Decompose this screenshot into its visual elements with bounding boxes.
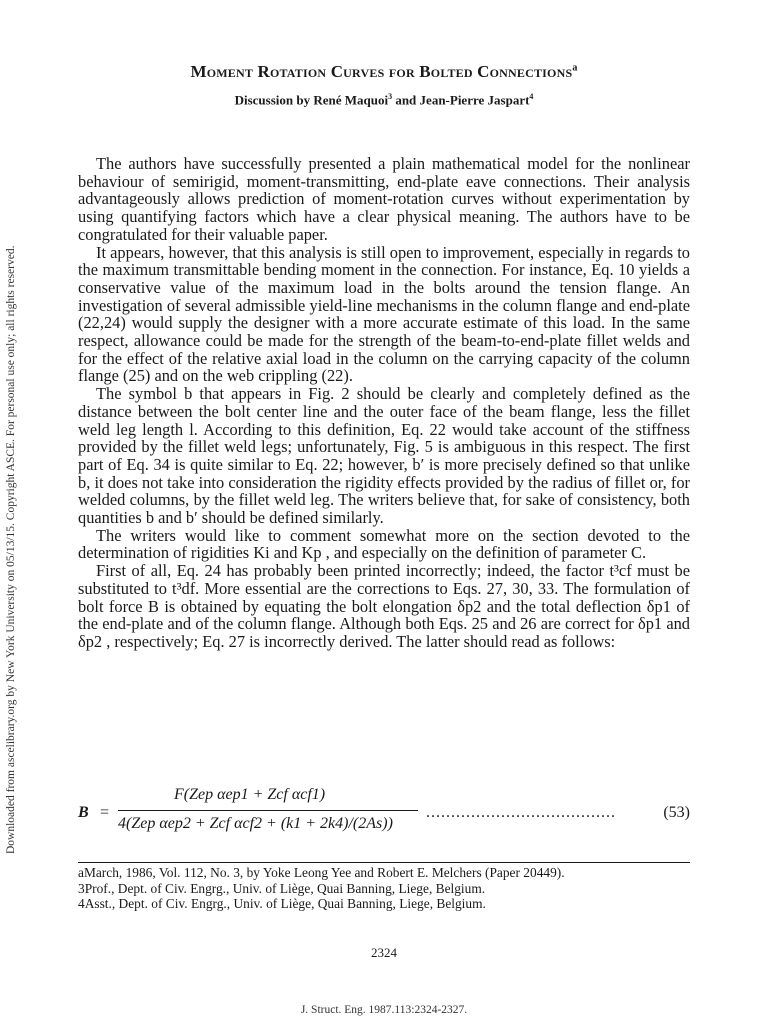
equation-53 bbox=[78, 782, 690, 854]
equation-equals: = bbox=[100, 804, 110, 821]
article-title-text: Moment Rotation Curves for Bolted Connections bbox=[190, 62, 573, 81]
equation-number: (53) bbox=[663, 804, 690, 821]
paragraph-3: The symbol b that appears in Fig. 2 should be clearly and completely defined as the distance between the bolt center line and the outer face of the beam flange, less the fillet weld leg length l. According to this definition, Eq. 22 would take account of the stiffness provided by the fillet weld legs; unfortunately, Fig. 5 is ambiguous in this respect. The first part of Eq. 34 is quite similar to Eq. 22; however, b′ is more precisely defined so that unlike b, it does not take into consideration the rigidity effects provided by the radius of fillet or, for welded columns, by the fillet weld leg. The writers believe that, for sake of consistency, both quantities b and b′ should be defined similarly. bbox=[78, 384, 690, 528]
author-2: Jean-Pierre Jaspart bbox=[419, 92, 530, 108]
author-1: René Maquoi bbox=[313, 92, 389, 108]
author-1-mark: 3 bbox=[388, 92, 393, 101]
article-title bbox=[78, 62, 690, 82]
equation-denominator: 4(Zep αep2 + Zcf αcf2 + (k1 + 2k4)/(2As)) bbox=[118, 815, 393, 832]
download-notice bbox=[5, 172, 21, 854]
paragraph-4: The writers would like to comment somewhat more on the section devoted to the determination of rigidities Ki and Kp , and especially on the definition of parameter C. bbox=[78, 525, 690, 563]
equation-lhs: B bbox=[78, 804, 89, 821]
author-2-mark: 4 bbox=[529, 92, 534, 101]
discussion-body bbox=[78, 155, 690, 651]
footnote-a: aMarch, 1986, Vol. 112, No. 3, by Yoke Leong Yee and Robert E. Melchers (Paper 20449). bbox=[78, 865, 565, 880]
journal-citation: J. Struct. Eng. 1987.113:2324-2327. bbox=[300, 1004, 468, 1016]
paragraph-2: It appears, however, that this analysis is still open to improvement, especially in regards to the maximum transmittable bending moment in the connection. For instance, Eq. 10 yields a conservative value of the maximum load in the bolts around the tension flange. An investigation of several admissible yield-line mechanisms in the column flange and end-plate (22,24) would supply the designer with a more accurate estimate of this load. In the same respect, allowance could be made for the strength of the beam-to-end-plate fillet welds and for the effect of the relative axial load in the column on the carrying capacity of the column flange (25) and on the web crippling (22). bbox=[78, 242, 690, 386]
equation-leader-dots: ...................................... bbox=[426, 804, 616, 821]
footnote-3: 3Prof., Dept. of Civ. Engrg., Univ. of Liège, Quai Banning, Liege, Belgium. bbox=[78, 880, 486, 896]
footnotes bbox=[78, 865, 690, 912]
download-notice-text: Downloaded from ascelibrary.org by New York University on 05/13/15. Copyright ASCE. For personal use only; all rights reserved. bbox=[5, 245, 17, 854]
title-footnote-mark: a bbox=[572, 62, 578, 74]
byline bbox=[78, 92, 690, 108]
byline-conjunction: and bbox=[392, 92, 420, 108]
equation-numerator: F(Zep αep1 + Zcf αcf1) bbox=[174, 786, 326, 803]
fraction-bar bbox=[118, 810, 418, 811]
paragraph-5: First of all, Eq. 24 has probably been printed incorrectly; indeed, the factor t³cf must be substituted to t³df. More essential are the corrections to Eqs. 27, 30, 33. The formulation of bolt force B is obtained by equating the bolt elongation δp2 and the total deflection δp1 of the end-plate and of the column flange. Although both Eqs. 25 and 26 are correct for δp1 and δp2 , respectively; Eq. 27 is incorrectly derived. The latter should read as follows: bbox=[78, 561, 690, 651]
byline-prefix: Discussion by bbox=[234, 92, 314, 108]
paragraph-1: The authors have successfully presented a plain mathematical model for the nonlinear behaviour of semirigid, moment-transmitting, end-plate eave connections. Their analysis advantageously allows prediction of moment-rotation curves without experimentation by using quantifying factors which have a clear physical meaning. The authors have to be congratulated for their valuable paper. bbox=[78, 154, 690, 244]
footnote-rule bbox=[78, 862, 690, 863]
footnote-4: 4Asst., Dept. of Civ. Engrg., Univ. of Liège, Quai Banning, Liege, Belgium. bbox=[78, 896, 486, 911]
page-number: 2324 bbox=[371, 945, 397, 960]
